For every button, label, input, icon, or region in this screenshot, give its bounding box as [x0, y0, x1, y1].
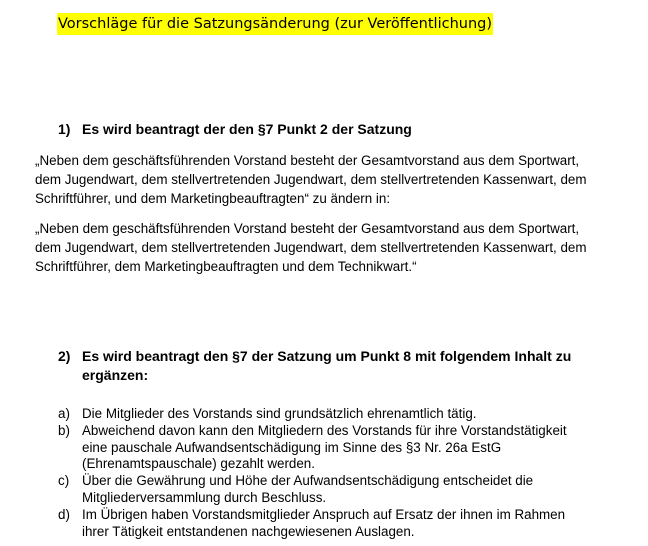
- list-item-b: [58, 423, 638, 473]
- list-item-line: (Ehrenamtspauschale) gezahlt werden.: [82, 456, 315, 472]
- list-marker: b): [58, 422, 70, 438]
- list-item-line: ihrer Tätigkeit entstandenen nachgewiesenen Auslagen.: [82, 523, 415, 539]
- list-item-line: Mitgliederversammlung durch Beschluss.: [82, 489, 327, 505]
- list-item-a: [58, 406, 638, 423]
- paragraph-line: dem Jugendwart, dem stellvertretenden Jugendwart, dem stellvertretenden Kassenwart, dem: [35, 172, 587, 187]
- section-2-number: 2): [58, 348, 71, 364]
- list-item-text: [82, 507, 638, 541]
- section-1-new-text: [35, 219, 645, 276]
- paragraph-line: Schriftführer, und dem Marketingbeauftragten“ zu ändern in:: [35, 191, 391, 206]
- document-title: Vorschläge für die Satzungsänderung (zur Veröffentlichung): [57, 13, 493, 35]
- section-1-number: 1): [58, 121, 71, 137]
- section-1-old-text: [35, 151, 645, 208]
- section-2-heading: [58, 347, 571, 385]
- list-item-text: [82, 473, 638, 507]
- list-marker: a): [58, 406, 70, 421]
- paragraph-line: Schriftführer, dem Marketingbeauftragten und dem Technikwart.“: [35, 259, 417, 274]
- list-item-c: [58, 473, 638, 507]
- heading-line: ergänzen:: [82, 367, 149, 383]
- list-marker: c): [58, 473, 70, 489]
- section-2-heading-text: [82, 347, 571, 385]
- list-item-line: Über die Gewährung und Höhe der Aufwandsentschädigung entscheidet die: [82, 473, 534, 489]
- paragraph-line: „Neben dem geschäftsführenden Vorstand besteht der Gesamtvorstand aus dem Sportwart,: [35, 153, 580, 168]
- paragraph-line: „Neben dem geschäftsführenden Vorstand besteht der Gesamtvorstand aus dem Sportwart,: [35, 221, 580, 236]
- list-item-line: eine pauschale Aufwandsentschädigung im Sinne des §3 Nr. 26a EstG: [82, 439, 502, 455]
- section-1-heading-text: Es wird beantragt der den §7 Punkt 2 der Satzung: [82, 121, 412, 137]
- paragraph-line: dem Jugendwart, dem stellvertretenden Jugendwart, dem stellvertretenden Kassenwart, dem: [35, 240, 587, 255]
- heading-line: Es wird beantragt den §7 der Satzung um Punkt 8 mit folgendem Inhalt zu: [82, 348, 572, 364]
- list-marker: d): [58, 506, 70, 522]
- section-1-heading: [58, 120, 412, 139]
- list-item-line: Die Mitglieder des Vorstands sind grundsätzlich ehrenamtlich tätig.: [82, 406, 477, 421]
- list-item-line: Im Übrigen haben Vorstandsmitglieder Anspruch auf Ersatz der ihnen im Rahmen: [82, 506, 566, 522]
- list-item-line: Abweichend davon kann den Mitgliedern des Vorstands für ihre Vorstandstätigkeit: [82, 422, 567, 438]
- list-item-d: [58, 507, 638, 541]
- list-item-text: [82, 406, 638, 423]
- list-item-text: [82, 423, 638, 473]
- section-2-list: [58, 406, 638, 540]
